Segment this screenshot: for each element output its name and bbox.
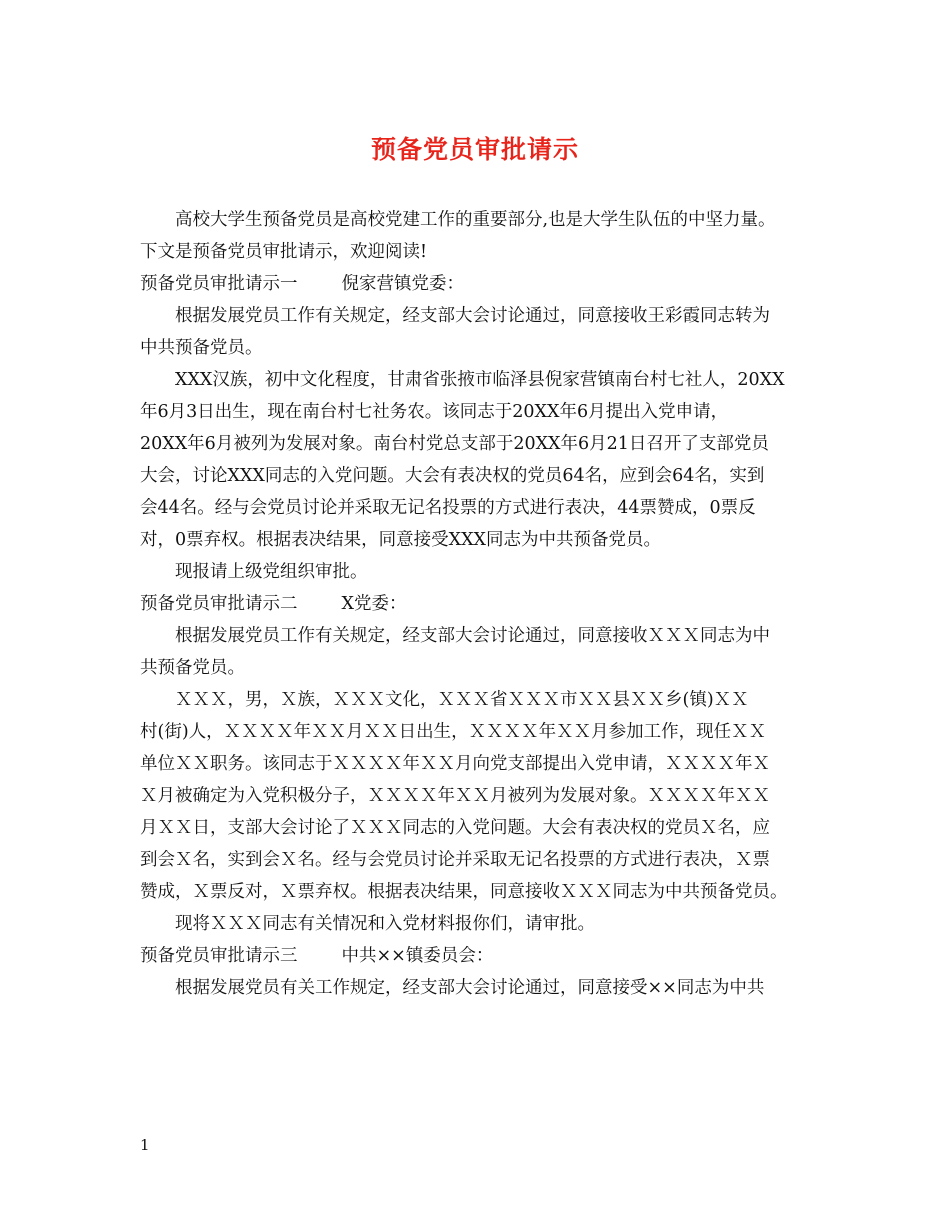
document-title: 预备党员审批请示: [370, 135, 579, 164]
section-heading-line: [140, 940, 830, 972]
paragraph-line: 现报请上级党组织审批。: [175, 562, 368, 582]
paragraph-line: 根据发展党员工作有关规定，经支部大会讨论通过，同意接收王彩霞同志转为: [175, 306, 770, 326]
paragraph-line: 根据发展党员有关工作规定，经支部大会讨论通过，同意接受××同志为中共: [175, 978, 765, 998]
paragraph-line: 月ＸＸ日，支部大会讨论了ＸＸＸ同志的入党问题。大会有表决权的党员Ｘ名，应: [140, 818, 770, 838]
paragraph-line: 会44名。经与会党员讨论并采取无记名投票的方式进行表决，44票赞成，0票反: [140, 498, 756, 518]
paragraph-line: Ｘ月被确定为入党积极分子，ＸＸＸＸ年ＸＸ月被列为发展对象。ＸＸＸＸ年ＸＸ: [140, 786, 770, 806]
addressee: 中共××镇委员会：: [341, 946, 494, 966]
intro-line: 下文是预备党员审批请示，欢迎阅读!: [140, 242, 428, 262]
section-heading: 预备党员审批请示一: [140, 274, 298, 294]
paragraph-line: 单位ＸＸ职务。该同志于ＸＸＸＸ年ＸＸ月向党支部提出入党申请，ＸＸＸＸ年Ｘ: [140, 754, 770, 774]
paragraph-line: 根据发展党员工作有关规定，经支部大会讨论通过，同意接收ＸＸＸ同志为中: [175, 626, 770, 646]
section-heading: 预备党员审批请示二: [140, 594, 298, 614]
paragraph-line: 中共预备党员。: [140, 338, 263, 358]
paragraph-line: 现将ＸＸＸ同志有关情况和入党材料报你们，请审批。: [175, 914, 595, 934]
section-heading: 预备党员审批请示三: [140, 946, 298, 966]
section-heading-line: [140, 588, 830, 620]
paragraph-line: 赞成，Ｘ票反对，Ｘ票弃权。根据表决结果，同意接收ＸＸＸ同志为中共预备党员。: [140, 882, 788, 902]
paragraph-line: XXX汉族，初中文化程度，甘肃省张掖市临泽县倪家营镇南台村七社人，20XX: [175, 370, 785, 390]
paragraph-line: 大会，讨论XXX同志的入党问题。大会有表决权的党员64名，应到会64名，实到: [140, 466, 765, 486]
paragraph-line: 村(街)人，ＸＸＸＸ年ＸＸ月ＸＸ日出生，ＸＸＸＸ年ＸＸ月参加工作，现任ＸＸ: [140, 722, 767, 742]
page-number: 1: [140, 1136, 150, 1154]
paragraph-line: 20XX年6月被列为发展对象。南台村党总支部于20XX年6月21日召开了支部党员: [140, 434, 769, 454]
paragraph-line: 年6月3日出生，现在南台村七社务农。该同志于20XX年6月提出入党申请，: [140, 402, 729, 422]
paragraph-line: 到会Ｘ名，实到会Ｘ名。经与会党员讨论并采取无记名投票的方式进行表决，Ｘ票: [140, 850, 770, 870]
document-body: [140, 204, 830, 1004]
addressee: 倪家营镇党委：: [341, 274, 464, 294]
paragraph-line: 对，0票弃权。根据表决结果，同意接受XXX同志为中共预备党员。: [140, 530, 662, 550]
paragraph-line: 共预备党员。: [140, 658, 245, 678]
section-heading-line: [140, 268, 830, 300]
intro-line: 高校大学生预备党员是高校党建工作的重要部分,也是大学生队伍的中坚力量。: [175, 210, 776, 230]
addressee: X党委：: [341, 594, 407, 614]
paragraph-line: ＸＸＸ，男，Ｘ族，ＸＸＸ文化，ＸＸＸ省ＸＸＸ市ＸＸ县ＸＸ乡(镇)ＸＸ: [175, 690, 749, 710]
